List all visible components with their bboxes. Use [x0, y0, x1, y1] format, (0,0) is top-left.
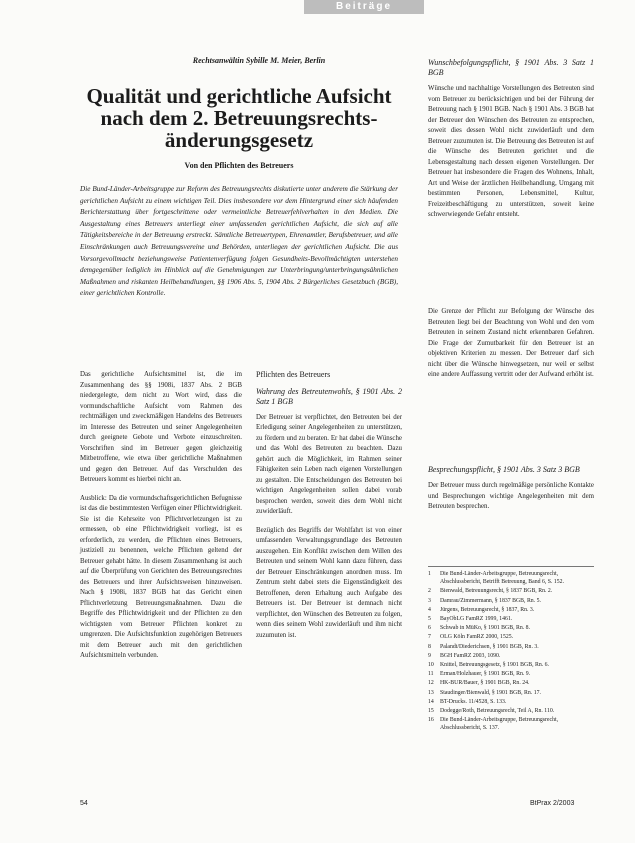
body-column-middle	[256, 370, 402, 745]
footnote-number: 5	[428, 616, 431, 623]
body-column-left	[80, 370, 242, 728]
body-paragraph: Das gerichtliche Aufsichtsmittel ist, die im Zusammenhang des §§ 1908i, 1837 Abs. 2 BGB niedergelegte, dem nicht zu Wort wird, dass die vormundschaftliche Aufsicht vom Rahmen des rechtmäßigen und zweckmäßigen Handelns des Betreuers im Interesse des Betreuten und seiner Angelegenheiten durch geeignete Gebote und Verbote einzuschreiten. Vorschriften sind im Betreuer gegen gleichzeitig Mitbetroffene, wie etwa über gerichtliche Maßnahmen und gegen den Betreuer. Auf das Verschulden des Betreuers kommt es hierbei nicht an.	[80, 371, 242, 483]
footnote	[428, 615, 594, 623]
footnote-number: 10	[428, 662, 434, 669]
footnote-number: 2	[428, 588, 431, 595]
footnote-text: Dodegge/Roth, Betreuungsrecht, Teil A, Rn. 110.	[440, 708, 555, 715]
footnote-number: 1	[428, 571, 431, 577]
footnote-text: Palandt/Diederichsen, § 1901 BGB, Rn. 3.	[440, 643, 539, 650]
footnote-number: 11	[428, 671, 434, 678]
footnote	[428, 670, 594, 678]
body-paragraph: Bezüglich des Begriffs der Wohlfahrt ist von einer umfassenden Verwaltungsgrundlage des Betreuten auszugehen. Ein Konflikt zwischen dem Willen des Betreuten und seinem Wohl kann dazu führen, dass der Betreuer Einschränkungen anordnen muss. Im Zentrum steht dabei stets die Eigenständigkeit des Betroffenen, deren Erhaltung auch Aufgabe des Betreuers ist. Der Betreuer ist demnach nicht verpflichtet, den Wünschen des Betreuten zu folgen, wenn dies seinem Wohl zuwiderläuft und ihm nicht zuzumuten ist.	[256, 526, 402, 639]
footnote	[428, 679, 594, 687]
section-subheading: Wunschbefolgungspflicht, § 1901 Abs. 3 Satz 1 BGB	[428, 58, 594, 77]
footnote-text: BGH FamRZ 2003, 1090.	[440, 652, 501, 659]
footnote	[428, 689, 594, 697]
footnote-number: 9	[428, 652, 431, 659]
footnote-text: OLG Köln FamRZ 2000, 1525.	[440, 634, 514, 641]
footnote-number: 16	[428, 717, 434, 724]
footnote	[428, 633, 594, 641]
footnote-text: BT-Drucks. 11/4528, S. 133.	[440, 698, 507, 705]
section-subheading: Wahrung des Betreutenwohls, § 1901 Abs. 2 Satz 1 BGB	[256, 386, 402, 406]
article-header	[80, 56, 398, 369]
body-paragraph: Ausblick: Da die vormundschaftsgerichtlichen Befugnisse ist das die bestimmtesten Verfügen einer Pflichtwidrigkeit. Sie ist die Kehrseite von Pflichtverletzungen ist zu ermessen, ob eine Pflichtwidrigkeit vorliegt, ist es erforderlich, zu werden, die Pflichten eines Betreuers, justiziell zu benennen, welche Pflichten geltend der Betreuer gehabt hätte. In diesem Zusammenhang ist auch auf die Überprüfung von Gerichten des Betreuungsrechtes des Betreuers und ihrer Aufsichtsweisen hinzuweisen. Nach § 1908i, 1837 BGB hat das Gericht einen Pflichtverletzung Betreuungsmaßnahmen. Dazu die Begriffe des Pflichtwidrigkeit und der Pflichten zu den wichtigsten vom Betreuer Pflichten konkret zu umgrenzen. Die Aufsichtsfunktion zugehörigen Betreuers mit dem Betreuer auch mit den gerichtlichen Aufsichtsmitteln verbunden.	[80, 494, 242, 659]
footnote	[428, 597, 594, 605]
footnote	[428, 570, 594, 586]
footnote-text: Schwab in MüKo, § 1901 BGB, Rn. 8.	[440, 625, 531, 632]
author-line: Rechtsanwältin Sybille M. Meier, Berlin	[192, 56, 326, 65]
footnote	[428, 661, 594, 669]
footnote-number: 4	[428, 606, 431, 613]
footnote-text: Bienwald, Betreuungsrecht, § 1837 BGB, Rn. 2.	[440, 588, 553, 595]
footnotes	[428, 566, 594, 784]
footnote-number: 13	[428, 689, 434, 696]
footnote	[428, 643, 594, 651]
footnote-text: Die Bund-Länder-Arbeitsgruppe, Betreuungsrecht, Abschlussbericht, Betrifft Betreuung, Band 6, S. 152.	[440, 571, 565, 586]
journal-reference: BtPrax 2/2003	[530, 800, 575, 807]
footnote-number: 3	[428, 597, 431, 604]
footnote-text: Die Bund-Länder-Arbeitsgruppe, Betreuungsrecht, Abschlussbericht, S. 137.	[440, 717, 559, 732]
section-tab: Beiträge	[304, 0, 424, 14]
body-paragraph: Die Grenze der Pflicht zur Befolgung der Wünsche des Betreuten liegt bei der Beachtung von Wohl und den vom Betreuten in seinem Zustand nicht erkennbaren Gefahren. Die Frage der Zumutbarkeit für den Betreuer ist an objektiven Kriterien zu messen. Der Betreuer darf sich nicht über die Wünsche hinwegsetzen, nur weil er selbst eine andere Auffassung vertritt oder der Aufwand erhöht ist.	[428, 308, 594, 378]
body-column-right	[428, 58, 594, 511]
footnote	[428, 716, 594, 732]
article-title: Qualität und gerichtliche Aufsicht nach dem 2. Betreuungsrechts-änderungsgesetz	[86, 84, 392, 152]
footnote	[428, 624, 594, 632]
footnote	[428, 587, 594, 595]
footnote-number: 8	[428, 643, 431, 650]
footnote-text: Damrau/Zimmermann, § 1837 BGB, Rn. 5.	[440, 597, 541, 604]
footnote-text: Erman/Holzhauer, § 1901 BGB, Rn. 9.	[440, 671, 531, 678]
footnote-number: 12	[428, 680, 434, 687]
footnote-text: HK-BUR/Bauer, § 1901 BGB, Rn. 24.	[440, 680, 530, 687]
article-abstract: Die Bund-Länder-Arbeitsgruppe zur Reform des Betreuungsrechts diskutierte unter anderem die Stärkung der gerichtlichen Aufsicht zu einem wichtigen Teil. Dies insbesondere vor dem Hintergrund einer sich häufenden Berichterstattung über fortgeschrittene oder vermeintliche Betreuerfehlverhalten in den Medien. Die Ausgestaltung eines Betreuers unterliegt einer umfassenden gerichtlichen Aufsicht, die sich auf alle Tätigkeitsbereiche in der Betreuung erstreckt. Sämtliche Betreuertypen, Ehrenamtler, Berufsbetreuer, und alle Einschränkungen auch Betreuungsvereine und Behörden, unterliegen der gerichtlichen Aufsicht. Die aus Vorsorgevollmacht beziehungsweise Patientenverfügung folgen Gesundheits-Bevollmächtigten unterstehen demgegenüber lediglich im Hinblick auf die Genehmigungen zur Unterbringung/unterbringungsähnlichen Maßnahmen und riskanten Heilbehandlungen, §§ 1906 Abs. 5, 1904 Abs. 2 Bürgerliches Gesetzbuch (BGB), einer gerichtlichen Kontrolle.	[80, 185, 398, 298]
footnote	[428, 698, 594, 706]
footnote-text: Jürgens, Betreuungsrecht, § 1837, Rn. 3.	[440, 606, 535, 613]
footnote	[428, 606, 594, 614]
footnote-number: 7	[428, 634, 431, 641]
section-heading: Pflichten des Betreuers	[256, 370, 331, 379]
footnote-text: Staudinger/Bienwald, § 1901 BGB, Rn. 17.	[440, 689, 541, 696]
body-paragraph: Wünsche und nachhaltige Vorstellungen des Betreuten sind vom Betreuer zu berücksichtigen und bei der Führung der Betreuung nach § 1901 BGB. Nach § 1901 Abs. 3 BGB hat der Betreuer den Wünschen des Betreuten zu entsprechen, soweit dies dessen Wohl nicht zuwiderläuft und dem Betreuer zuzumuten ist. Die Betreuung des Betreuten ist auf die Wünsche des Betreuten gerichtet und die Lebensgestaltung nach dessen eigenen Vorstellungen. Der Betreuer hat insbesondere die Fragen des Wohnens, Inhalt, Art und Weise der ärztlichen Heilbehandlung, Umgang mit bestimmten Personen, Lebensmittel, Kultur, Freizeitbeschäftigung zu unterstützen, soweit keine schwerwiegende Gefahr entsteht.	[428, 85, 594, 218]
body-paragraph: Der Betreuer ist verpflichtet, den Betreuten bei der Erledigung seiner Angelegenheiten zu unterstützen, zu fördern und zu beraten. Er hat dabei die Wünsche und das Wohl des Betreuten zu beachten. Dazu gehört auch die Möglichkeit, im Rahmen seiner Fähigkeiten sein Leben nach eigenen Vorstellungen zu gestalten. Die Entscheidungen des Betreuten bei wichtigen Angelegenheiten sollen dabei vorab besprochen werden, soweit dies dem Wohl nicht zuwiderläuft.	[256, 413, 402, 515]
footnote-text: BayObLG FamRZ 1999, 1461.	[440, 616, 513, 623]
section-subheading: Besprechungspflicht, § 1901 Abs. 3 Satz 3 BGB	[428, 465, 580, 474]
article-subtitle: Von den Pflichten des Betreuers	[184, 161, 294, 170]
footnote-text: Knittel, Betreuungsgesetz, § 1901 BGB, Rn. 6.	[440, 662, 550, 669]
page-number: 54	[80, 800, 88, 807]
footnote-number: 15	[428, 708, 434, 715]
footnote-number: 6	[428, 625, 431, 632]
footnote	[428, 652, 594, 660]
footnote-number: 14	[428, 698, 434, 705]
footnote	[428, 707, 594, 715]
body-paragraph: Der Betreuer muss durch regelmäßige persönliche Kontakte und Besprechungen wichtige Angelegenheiten mit dem Betreuten besprechen.	[428, 482, 594, 510]
